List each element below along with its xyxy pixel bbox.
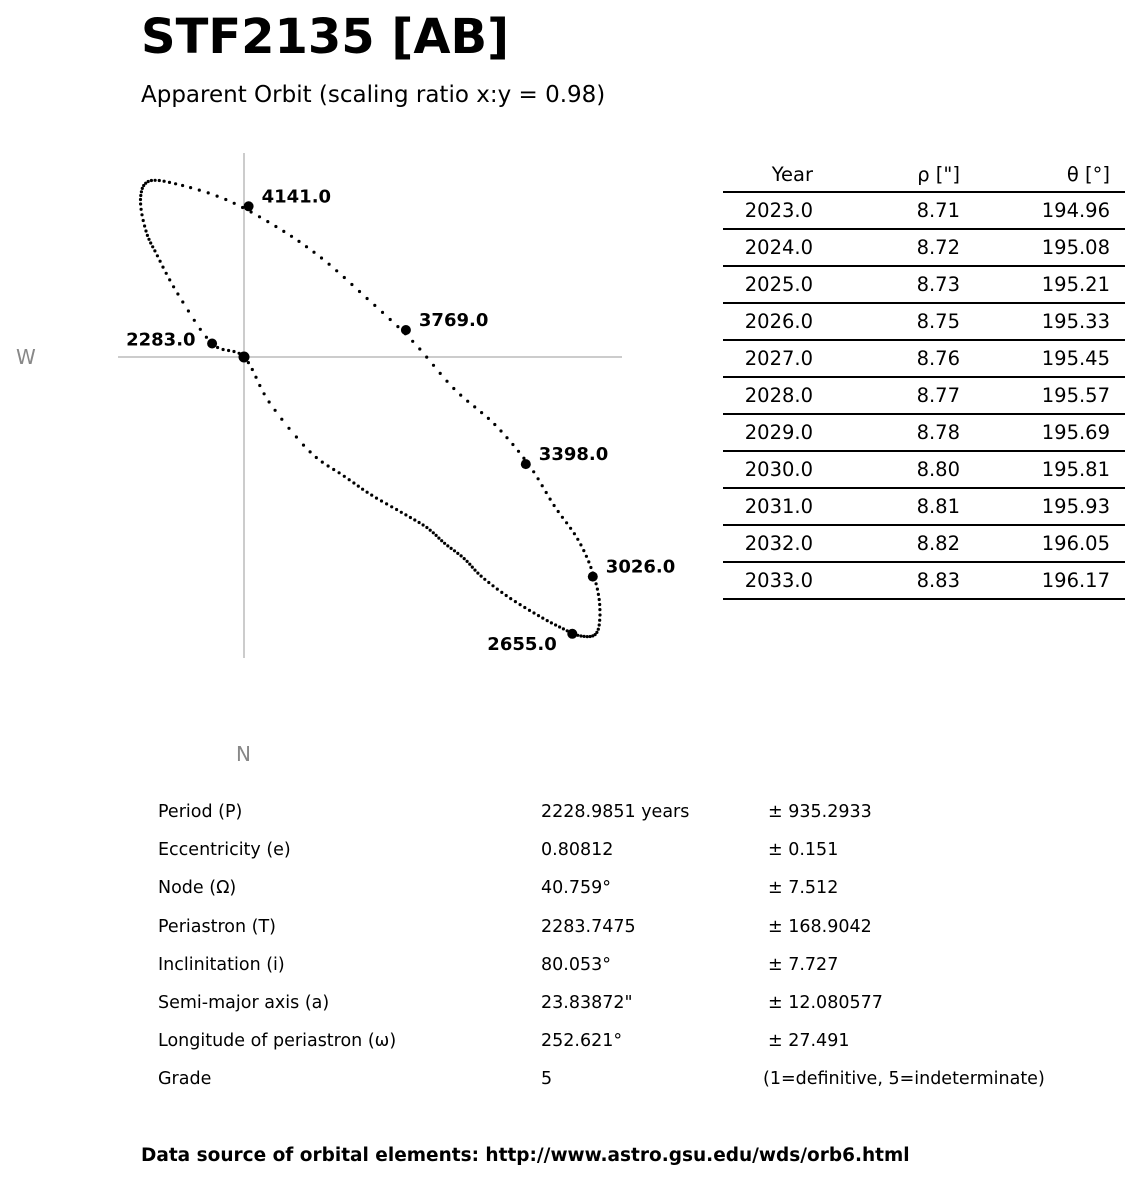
row-theta: 195.33 [1041, 310, 1110, 333]
orbit-dot [263, 392, 266, 395]
orbit-dot [280, 418, 283, 421]
orbit-dot [554, 623, 557, 626]
element-error: ± 168.9042 [768, 917, 872, 937]
orbit-dot [154, 179, 157, 182]
orbit-dot [343, 475, 346, 478]
orbit-dot [268, 400, 271, 403]
element-error: ± 935.2933 [768, 802, 872, 822]
orbit-dot [159, 260, 162, 263]
orbit-dot [400, 511, 403, 514]
element-value: 5 [541, 1069, 553, 1089]
row-rho: 8.82 [916, 532, 960, 555]
orbit-dot [321, 461, 324, 464]
element-name: Semi-major axis (a) [158, 993, 330, 1013]
orbit-dot [216, 195, 219, 198]
orbit-dot [440, 539, 443, 542]
orbit-dot [366, 491, 369, 494]
element-value: 40.759° [541, 878, 611, 898]
orbit-dot [576, 538, 579, 541]
orbit-dot [537, 614, 540, 617]
orbit-dot [598, 613, 601, 616]
element-row [0, 988, 1141, 1018]
row-rho: 8.81 [916, 495, 960, 518]
marked-point [207, 339, 217, 349]
orbit-dot [582, 549, 585, 552]
orbit-dot [274, 225, 277, 228]
orbit-dot [598, 619, 601, 622]
orbit-dot [585, 555, 588, 558]
marked-point-label: 3398.0 [538, 444, 609, 466]
row-rho: 8.76 [916, 347, 960, 370]
ephemeris-row [723, 267, 1125, 304]
ephemeris-row [723, 415, 1125, 452]
marked-point-label: 3769.0 [418, 310, 489, 331]
orbit-dot [216, 346, 219, 349]
orbit-dot [290, 235, 293, 238]
orbit-dot [487, 417, 490, 420]
orbit-dot [496, 588, 499, 591]
orbit-dot [545, 491, 548, 494]
element-value: 80.053° [541, 955, 611, 975]
orbit-dot [473, 569, 476, 572]
row-year: 2025.0 [744, 273, 813, 296]
orbit-dot [140, 190, 143, 193]
element-note: (1=definitive, 5=indeterminate) [763, 1069, 1045, 1089]
element-name: Periastron (T) [158, 917, 276, 937]
orbit-dot [413, 518, 416, 521]
header-theta: θ [°] [1066, 162, 1110, 186]
orbit-dot [409, 516, 412, 519]
element-row [0, 950, 1141, 980]
ephemeris-row [723, 341, 1125, 378]
orbit-dot [361, 488, 364, 491]
element-name: Period (P) [158, 802, 243, 822]
orbit-dot [302, 444, 305, 447]
element-row [0, 797, 1141, 827]
orbit-dot [153, 249, 156, 252]
orbit-dot [491, 584, 494, 587]
orbit-dot [343, 276, 346, 279]
header-year: Year [771, 162, 813, 186]
element-row [0, 835, 1141, 865]
ephemeris-row [723, 304, 1125, 341]
orbit-dot [597, 593, 600, 596]
orbit-dot [309, 450, 312, 453]
orbit-dot [583, 635, 586, 638]
element-error: ± 7.727 [768, 955, 839, 975]
orbit-dot [425, 356, 428, 359]
orbit-dot [151, 245, 154, 248]
orbit-dot [466, 560, 469, 563]
orbit-dot [327, 464, 330, 467]
chart-title: STF2135 [AB] [141, 9, 510, 65]
header-rho: ρ ["] [917, 162, 960, 186]
orbit-dot [147, 238, 150, 241]
marked-point [244, 201, 254, 211]
orbit-dot [139, 198, 142, 201]
element-value: 2283.7475 [541, 917, 636, 937]
orbit-dot [258, 215, 261, 218]
row-rho: 8.73 [916, 273, 960, 296]
orbit-dot [541, 617, 544, 620]
row-rho: 8.80 [916, 458, 960, 481]
orbit-dot [519, 603, 522, 606]
orbit-dot [598, 603, 601, 606]
element-row [0, 912, 1141, 942]
orbit-dot [432, 531, 435, 534]
orbit-dot [597, 628, 600, 631]
row-year: 2026.0 [744, 310, 813, 333]
orbit-dot [598, 623, 601, 626]
orbit-dot [550, 621, 553, 624]
ephemeris-row [723, 489, 1125, 526]
orbit-dot [532, 470, 535, 473]
orbit-dot [258, 384, 261, 387]
primary-star-marker [239, 352, 250, 363]
marked-point [401, 325, 411, 335]
orbit-dot [381, 311, 384, 314]
orbit-dot [418, 521, 421, 524]
orbit-dot [181, 300, 184, 303]
orbit-dot [511, 443, 514, 446]
ephemeris-table [723, 157, 1125, 600]
orbit-dot [144, 229, 147, 232]
orbit-dot [207, 191, 210, 194]
orbit-dot [142, 219, 145, 222]
element-name: Node (Ω) [158, 878, 237, 898]
orbit-dot [172, 285, 175, 288]
orbit-dot [532, 611, 535, 614]
orbit-dot [187, 309, 190, 312]
orbit-dot [305, 245, 308, 248]
row-year: 2028.0 [744, 384, 813, 407]
element-row [0, 873, 1141, 903]
orbit-dot [537, 477, 540, 480]
orbit-dot [598, 608, 601, 611]
orbit-dot [312, 251, 315, 254]
orbit-dot [373, 304, 376, 307]
row-rho: 8.75 [916, 310, 960, 333]
orbit-dot [528, 609, 531, 612]
element-error: ± 27.491 [768, 1031, 850, 1051]
orbit-dot [459, 394, 462, 397]
ephemeris-row [723, 230, 1125, 267]
orbit-dot [598, 598, 601, 601]
orbit-dot [274, 409, 277, 412]
orbit-dot [562, 627, 565, 630]
orbit-dot [587, 560, 590, 563]
element-value: 252.621° [541, 1031, 623, 1051]
orbit-dot [315, 456, 318, 459]
orbit-dot [332, 468, 335, 471]
element-value: 0.80812 [541, 840, 614, 860]
orbit-dot [435, 534, 438, 537]
orbit-dot [432, 364, 435, 367]
orbit-dot [199, 328, 202, 331]
orbit-dot [149, 241, 152, 244]
compass-north: N [236, 742, 251, 766]
row-year: 2024.0 [744, 236, 813, 259]
orbit-path [139, 179, 602, 639]
orbit-dot [380, 499, 383, 502]
row-theta: 195.93 [1041, 495, 1110, 518]
orbit-dot [181, 184, 184, 187]
marked-point-label: 3026.0 [605, 556, 676, 578]
orbit-dot [193, 319, 196, 322]
row-theta: 195.45 [1041, 347, 1110, 370]
orbit-dot [328, 263, 331, 266]
compass-west: W [16, 345, 36, 369]
orbit-dot [429, 529, 432, 532]
orbit-dot [198, 189, 201, 192]
orbit-dot [158, 179, 161, 182]
orbit-dot [596, 588, 599, 591]
orbit-dot [468, 563, 471, 566]
element-error: ± 7.512 [768, 878, 839, 898]
ephemeris-row [723, 193, 1125, 230]
orbit-dot [142, 184, 145, 187]
orbit-dot [254, 376, 257, 379]
orbit-dot [549, 498, 552, 501]
orbit-dot [573, 532, 576, 535]
orbit-dot [247, 361, 250, 364]
orbit-dot [375, 497, 378, 500]
orbit-dot [139, 194, 142, 197]
orbit-dot [589, 635, 592, 638]
element-name: Inclinitation (i) [158, 955, 285, 975]
orbit-dot [460, 554, 463, 557]
orbit-dot [509, 597, 512, 600]
orbit-dot [589, 566, 592, 569]
orbit-dot [445, 380, 448, 383]
orbit-dot [266, 220, 269, 223]
element-row [0, 1064, 1141, 1094]
ephemeris-row [723, 563, 1125, 600]
orbit-dot [150, 179, 153, 182]
orbit-dot [422, 523, 425, 526]
orbit-dot [282, 230, 285, 233]
orbit-dot [297, 240, 300, 243]
orbit-dot [450, 547, 453, 550]
orbit-dot [480, 575, 483, 578]
orbit-dot [165, 272, 168, 275]
orbit-dot [418, 347, 421, 350]
row-year: 2032.0 [744, 532, 813, 555]
orbit-dot [189, 186, 192, 189]
orbit-dot [352, 481, 355, 484]
orbit-dot [176, 292, 179, 295]
orbit-dot [163, 180, 166, 183]
row-year: 2023.0 [744, 199, 813, 222]
row-year: 2030.0 [744, 458, 813, 481]
row-year: 2033.0 [744, 569, 813, 592]
orbit-dot [156, 254, 159, 257]
orbit-dot [514, 600, 517, 603]
orbit-dot [233, 202, 236, 205]
row-theta: 194.96 [1041, 199, 1110, 222]
orbit-dot [357, 485, 360, 488]
orbit-dot [338, 471, 341, 474]
element-name: Grade [158, 1069, 212, 1089]
orbit-dot [476, 572, 479, 575]
row-year: 2031.0 [744, 495, 813, 518]
orbit-dot [146, 234, 149, 237]
orbit-dot [335, 269, 338, 272]
orbit-dot [141, 187, 144, 190]
orbit-dot [499, 429, 502, 432]
orbit-dot [390, 505, 393, 508]
orbit-dot [505, 436, 508, 439]
row-theta: 195.21 [1041, 273, 1110, 296]
orbit-dot [595, 582, 598, 585]
ephemeris-row [723, 452, 1125, 489]
row-rho: 8.78 [916, 421, 960, 444]
marked-point-label: 2655.0 [487, 633, 557, 655]
orbit-dot [456, 552, 459, 555]
orbit-dot [565, 521, 568, 524]
row-rho: 8.71 [916, 199, 960, 222]
orbit-dot [586, 635, 589, 638]
orbit-dot [396, 325, 399, 328]
orbit-dot [561, 516, 564, 519]
orbit-dot [483, 578, 486, 581]
orbit-dot [453, 549, 456, 552]
orbit-dot [595, 631, 598, 634]
orbit-dot [350, 283, 353, 286]
orbit-dot [205, 336, 208, 339]
element-error: ± 12.080577 [768, 993, 883, 1013]
row-rho: 8.77 [916, 384, 960, 407]
orbit-dot [287, 427, 290, 430]
orbit-dot [143, 224, 146, 227]
row-year: 2027.0 [744, 347, 813, 370]
orbit-dot [480, 411, 483, 414]
orbit-dot [473, 405, 476, 408]
orbit-dot [139, 202, 142, 205]
orbit-dot [569, 527, 572, 530]
orbit-dot [546, 619, 549, 622]
orbit-dot [505, 594, 508, 597]
orbit-dot [224, 198, 227, 201]
orbit-dot [579, 543, 582, 546]
orbit-dot [523, 606, 526, 609]
row-theta: 195.57 [1041, 384, 1110, 407]
orbit-dot [404, 513, 407, 516]
marked-points [126, 186, 675, 655]
orbit-dot [161, 266, 164, 269]
marked-point [567, 629, 577, 639]
row-rho: 8.83 [916, 569, 960, 592]
row-theta: 195.81 [1041, 458, 1110, 481]
row-theta: 195.69 [1041, 421, 1110, 444]
orbit-dot [348, 478, 351, 481]
orbit-dot [446, 544, 449, 547]
chart-subtitle: Apparent Orbit (scaling ratio x:y = 0.98) [141, 82, 606, 108]
orbit-dot [389, 318, 392, 321]
orbit-dot [227, 349, 230, 352]
orbit-dot [168, 181, 171, 184]
row-theta: 196.17 [1041, 569, 1110, 592]
orbit-dot [557, 510, 560, 513]
element-name: Longitude of periastron (ω) [158, 1031, 397, 1051]
data-source-footer: Data source of orbital elements: http://www.astro.gsu.edu/wds/orb6.html [141, 1145, 910, 1166]
orbit-dot [358, 290, 361, 293]
orbit-dot [411, 340, 414, 343]
orbit-dot [320, 256, 323, 259]
orbit-dot [517, 450, 520, 453]
marked-point-label: 2283.0 [126, 329, 196, 351]
orbit-dot [395, 508, 398, 511]
orbit-dot [553, 504, 556, 507]
orbit-dot [463, 557, 466, 560]
orbit-dot [251, 368, 254, 371]
orbit-dot [466, 400, 469, 403]
orbit-dot [579, 634, 582, 637]
orbit-dot [366, 297, 369, 300]
ephemeris-row [723, 378, 1125, 415]
marked-point-label: 4141.0 [261, 186, 332, 208]
orbit-dot [558, 625, 561, 628]
orbit-dot [385, 502, 388, 505]
orbit-dot [493, 423, 496, 426]
element-error: ± 0.151 [768, 840, 839, 860]
orbit-dot [439, 372, 442, 375]
orbit-dot [443, 542, 446, 545]
orbit-dot [295, 435, 298, 438]
marked-point [588, 572, 598, 582]
orbit-dot [487, 581, 490, 584]
marked-point [521, 459, 531, 469]
ephemeris-row [723, 526, 1125, 563]
orbit-dot [452, 387, 455, 390]
orbit-dot [370, 494, 373, 497]
row-rho: 8.72 [916, 236, 960, 259]
element-value: 2228.9851 years [541, 802, 690, 822]
orbit-dot [500, 591, 503, 594]
orbit-plot [0, 0, 700, 790]
orbit-dot [437, 537, 440, 540]
orbit-dot [232, 350, 235, 353]
orbit-dot [174, 182, 177, 185]
orbit-dot [471, 566, 474, 569]
element-name: Eccentricity (e) [158, 840, 291, 860]
element-value: 23.83872" [541, 993, 633, 1013]
orbit-dot [140, 208, 143, 211]
ephemeris-header [723, 157, 1125, 193]
orbit-dot [541, 484, 544, 487]
element-row [0, 1026, 1141, 1056]
row-theta: 195.08 [1041, 236, 1110, 259]
orbit-dot [425, 526, 428, 529]
row-theta: 196.05 [1041, 532, 1110, 555]
orbit-dot [140, 213, 143, 216]
orbit-dot [168, 278, 171, 281]
row-year: 2029.0 [744, 421, 813, 444]
orbit-dot [222, 348, 225, 351]
